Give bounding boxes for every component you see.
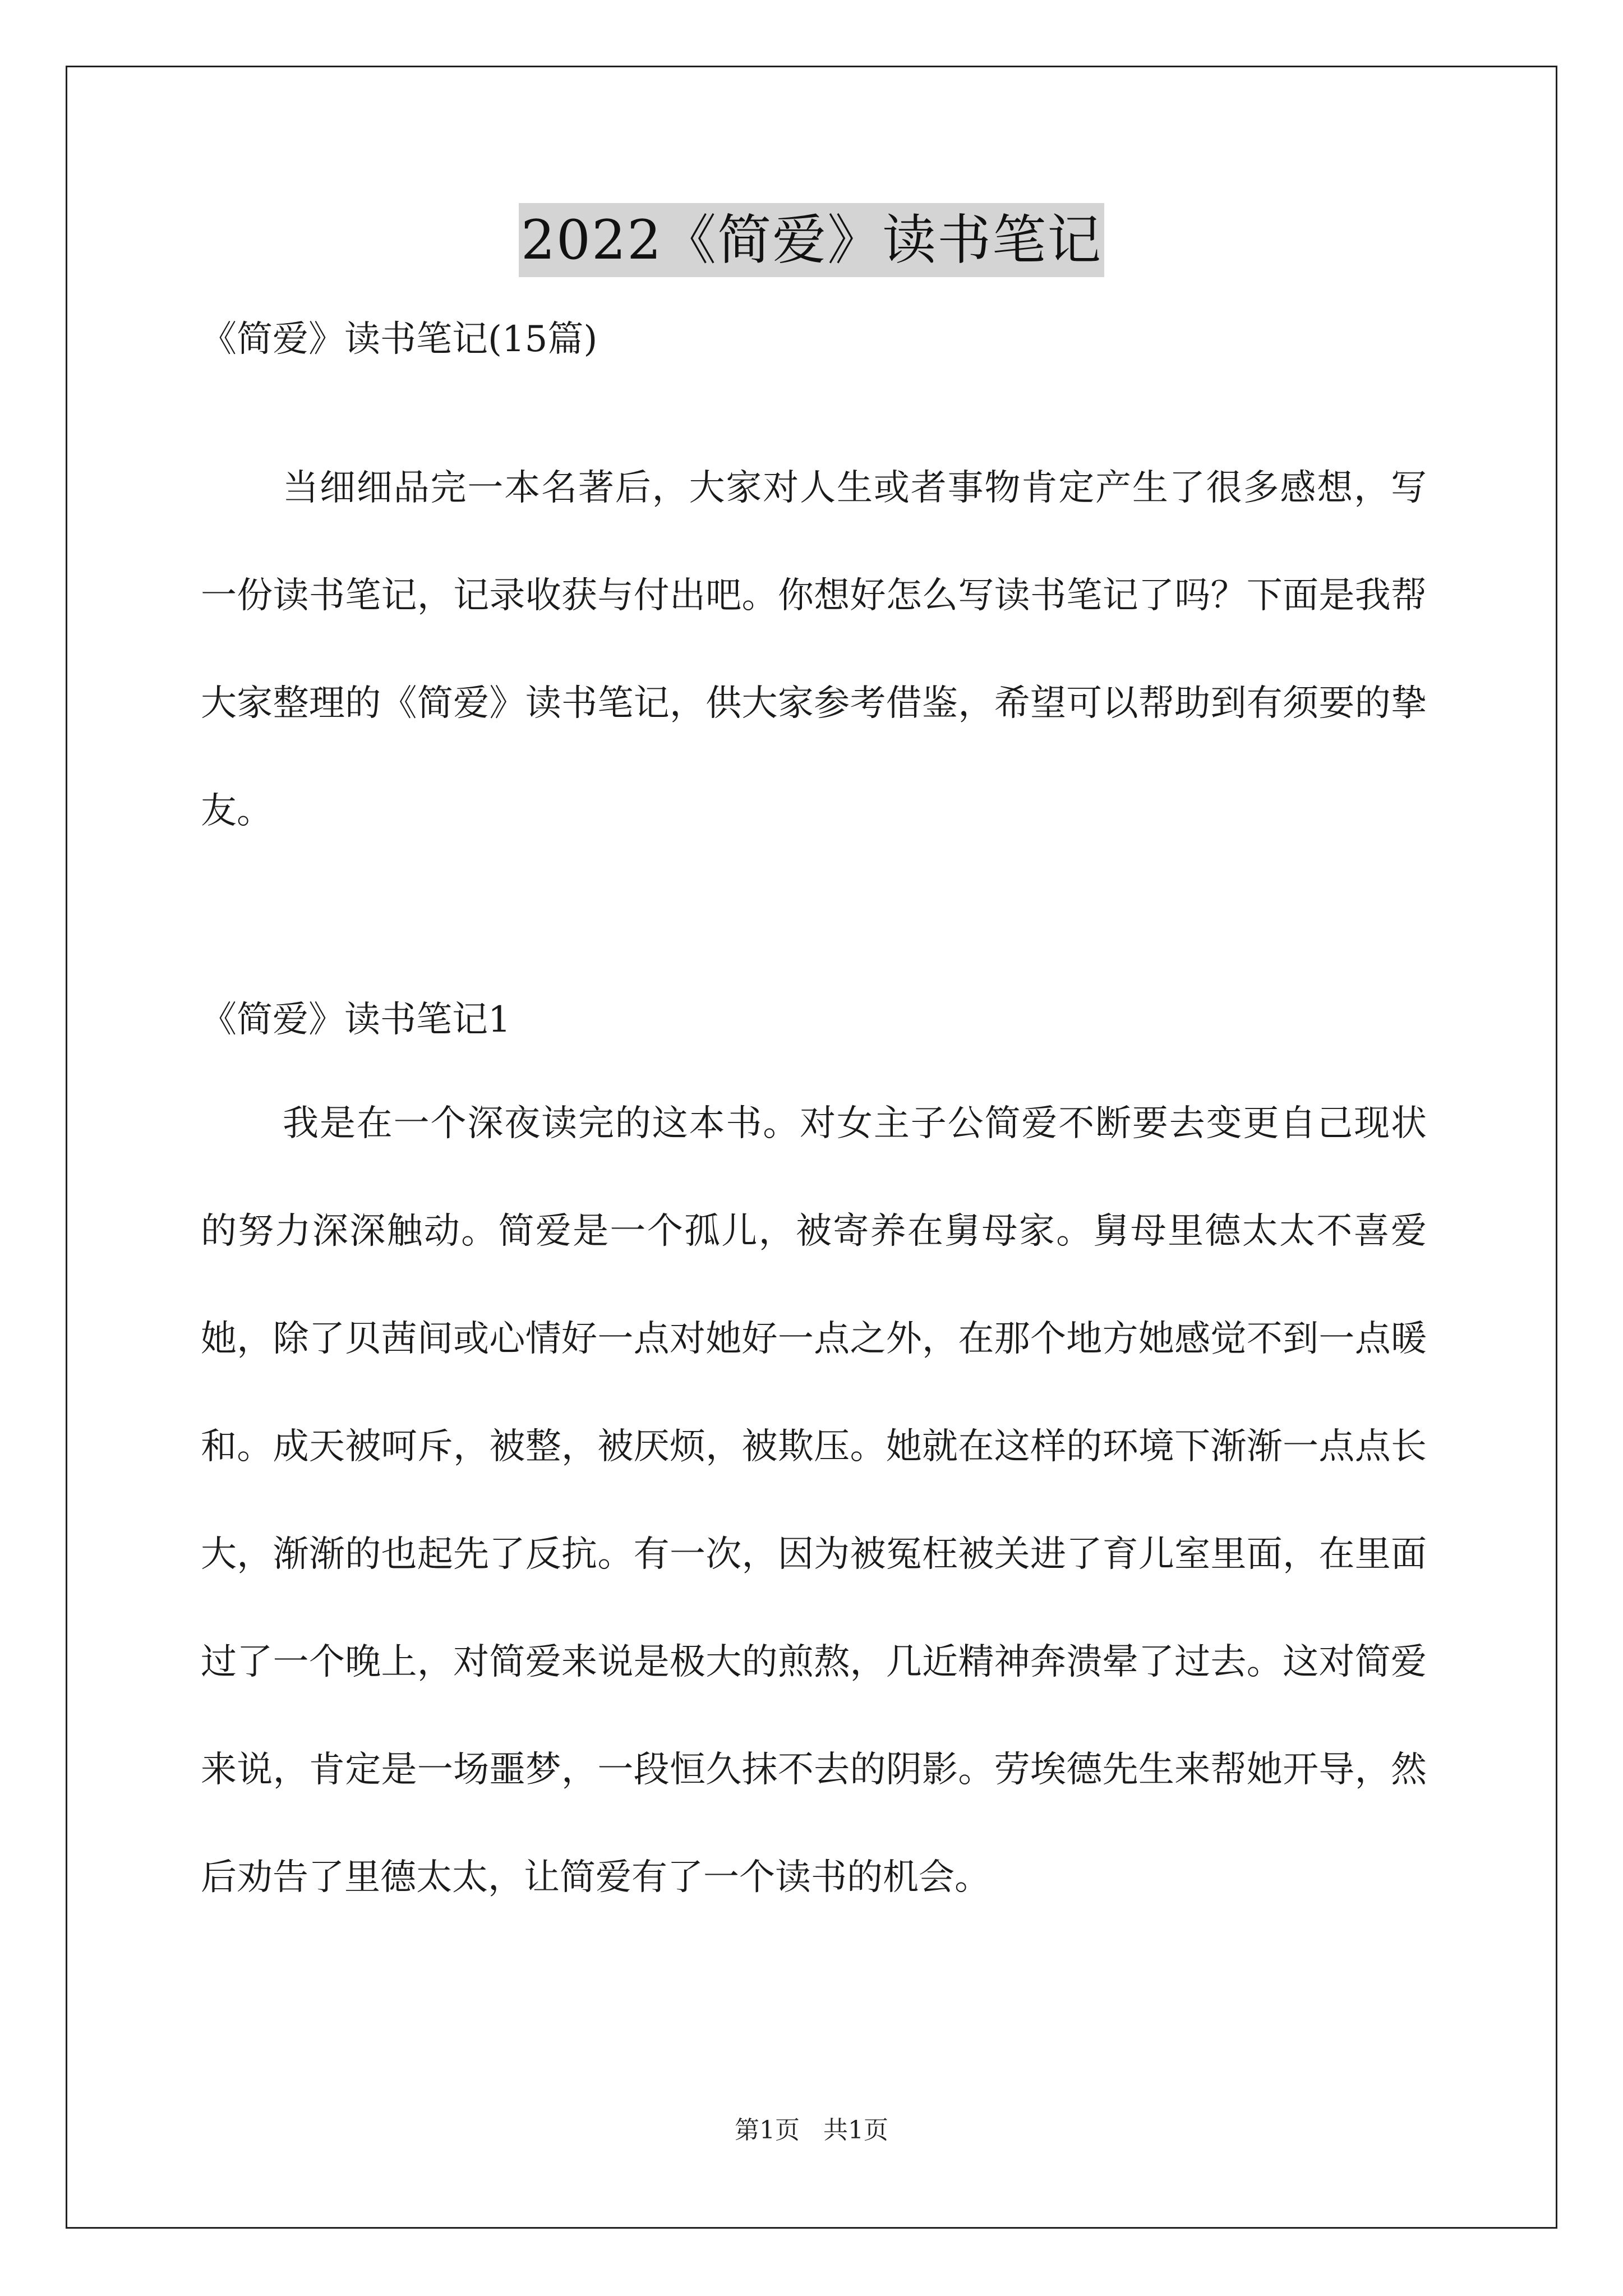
title-container bbox=[0, 203, 1623, 277]
intro-paragraph: 当细细品完一本名著后，大家对人生或者事物肯定产生了很多感想，写一份读书笔记，记录收获与付出吧。你想好怎么写读书笔记了吗？下面是我帮大家整理的《简爱》读书笔记，供大家参考借鉴，希望可以帮助到有须要的挚友。 bbox=[201, 467, 1427, 832]
page-number: 第1页 bbox=[735, 2116, 800, 2145]
document-title: 2022《简爱》读书笔记 bbox=[519, 203, 1104, 277]
page-footer bbox=[0, 2114, 1623, 2147]
section-heading: 《简爱》读书笔记1 bbox=[201, 999, 511, 1041]
section-body: 我是在一个深夜读完的这本书。对女主子公简爱不断要去变更自己现状的努力深深触动。简爱是一个孤儿，被寄养在舅母家。舅母里德太太不喜爱她，除了贝茜间或心情好一点对她好一点之外，在那个地方她感觉不到一点暖和。成天被呵斥，被整，被厌烦，被欺压。她就在这样的环境下渐渐一点点长大，渐渐的也起先了反抗。有一次，因为被冤枉被关进了育儿室里面，在里面过了一个晚上，对简爱来说是极大的煎熬，几近精神奔溃晕了过去。这对简爱来说，肯定是一场噩梦，一段恒久抹不去的阴影。劳埃德先生来帮她开导，然后劝告了里德太太，让简爱有了一个读书的机会。 bbox=[201, 1103, 1427, 1898]
page-total: 共1页 bbox=[823, 2116, 888, 2145]
document-subtitle: 《简爱》读书笔记(15篇) bbox=[201, 319, 598, 360]
